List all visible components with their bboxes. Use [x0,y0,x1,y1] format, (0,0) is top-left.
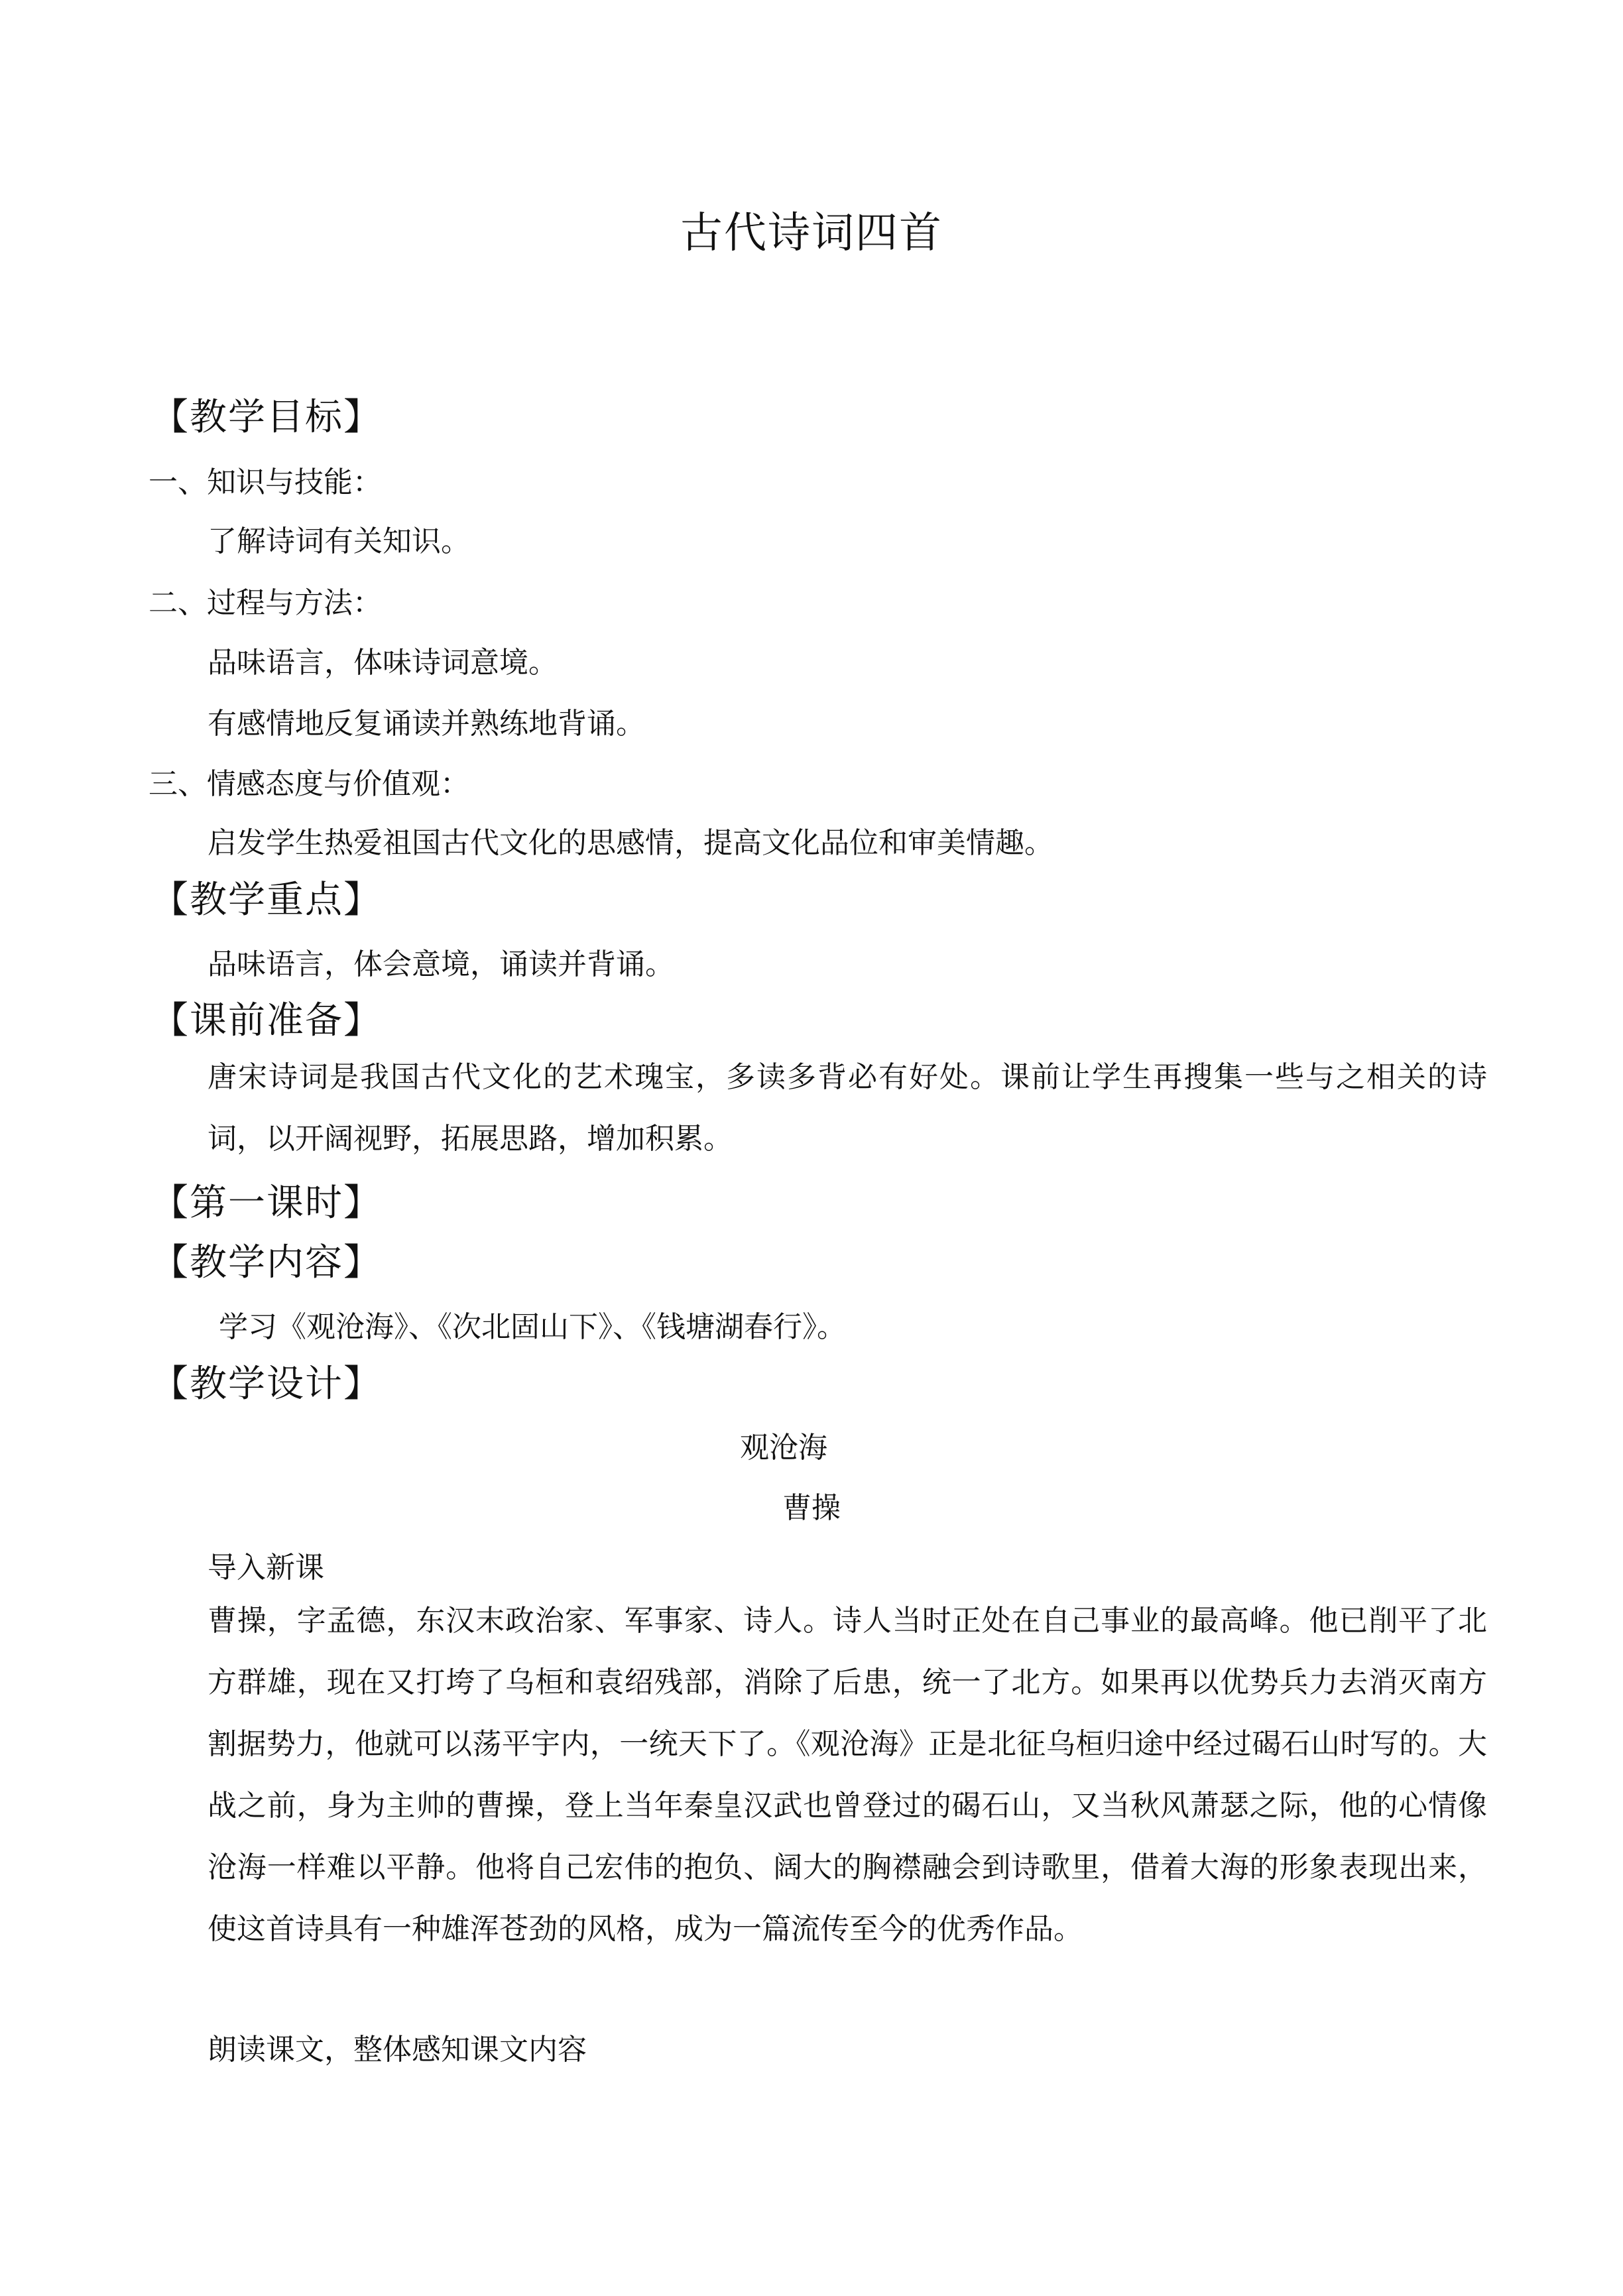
objective-attitude-text: 启发学生热爱祖国古代文化的思感情，提高文化品位和审美情趣。 [208,826,1053,860]
lesson-heading: 【第一课时】 [151,1181,382,1225]
prep-heading: 【课前准备】 [151,999,382,1042]
prep-paragraph: 唐宋诗词是我国古代文化的艺术瑰宝，多读多背必有好处。课前让学生再搜集一些与之相关的诗词，以开阔视野，拓展思路，增加积累。 [208,1060,1487,1156]
content-text: 学习《观沧海》、《次北固山下》、《钱塘湖春行》。 [219,1310,846,1344]
objective-attitude-label: 三、情感态度与价值观： [149,767,469,801]
focus-heading: 【教学重点】 [151,878,382,922]
content-heading: 【教学内容】 [151,1241,382,1284]
design-heading: 【教学设计】 [151,1362,382,1406]
poem-title: 观沧海 [740,1431,827,1465]
objective-knowledge-label: 一、知识与技能： [149,465,382,499]
objectives-heading: 【教学目标】 [151,396,382,439]
objective-process-label: 二、过程与方法： [149,586,382,620]
objective-process-text-1: 品味语言，体味诗词意境。 [208,646,558,680]
focus-text: 品味语言，体会意境，诵读并背诵。 [208,947,674,981]
reading-label: 朗读课文，整体感知课文内容 [208,2033,587,2067]
objective-process-text-2: 有感情地反复诵读并熟练地背诵。 [208,707,645,741]
document-title: 古代诗词四首 [680,209,943,258]
intro-label: 导入新课 [208,1551,324,1585]
poem-author: 曹操 [782,1491,841,1525]
intro-paragraph: 曹操，字孟德，东汉末政治家、军事家、诗人。诗人当时正处在自己事业的最高峰。他已削平了北方群雄，现在又打垮了乌桓和袁绍残部，消除了后患，统一了北方。如果再以优势兵力去消灭南方割据势力，他就可以荡平宇内，一统天下了。《观沧海》正是北征乌桓归途中经过碣石山时写的。大战之前，身为主帅的曹操，登上当年秦皇汉武也曾登过的碣石山，又当秋风萧瑟之际，他的心情像沧海一样难以平静。他将自己宏伟的抱负、阔大的胸襟融会到诗歌里，借着大海的形象表现出来，使这首诗具有一种雄浑苍劲的风格，成为一篇流传至今的优秀作品。 [208,1604,1487,1946]
objective-knowledge-text: 了解诗词有关知识。 [208,524,470,558]
